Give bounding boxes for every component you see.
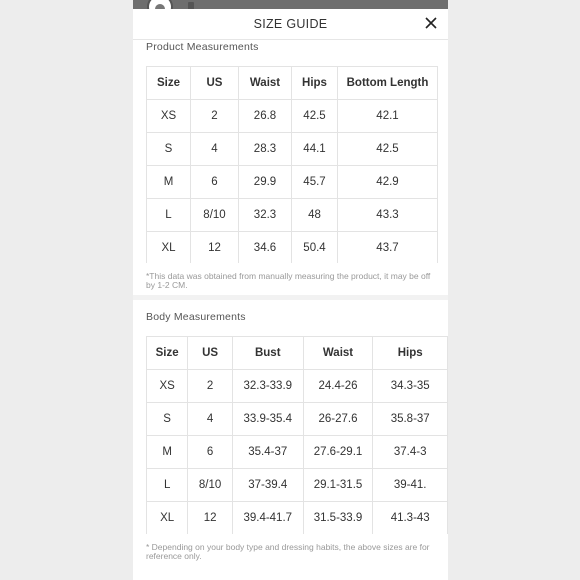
modal-title: SIZE GUIDE: [253, 17, 328, 31]
table-cell: 43.3: [338, 199, 438, 232]
table-cell: 32.3-33.9: [232, 370, 303, 403]
table-cell: 26-27.6: [303, 403, 373, 436]
table-cell: 4: [188, 403, 233, 436]
table-cell: 33.9-35.4: [232, 403, 303, 436]
table-row: [147, 232, 438, 264]
table-cell: XL: [147, 502, 188, 535]
table-cell: 4: [191, 133, 239, 166]
body-measurements-title: Body Measurements: [146, 311, 246, 323]
table-cell: 37-39.4: [232, 469, 303, 502]
table-cell: 28.3: [239, 133, 292, 166]
table-row: [147, 436, 448, 469]
table-cell: XS: [147, 370, 188, 403]
table-cell: 24.4-26: [303, 370, 373, 403]
size-guide-sheet: [133, 0, 448, 580]
table-cell: 32.3: [239, 199, 292, 232]
column-header: Hips: [373, 337, 448, 370]
column-header: Size: [147, 67, 191, 100]
column-header: Bust: [232, 337, 303, 370]
table-cell: 44.1: [292, 133, 338, 166]
table-cell: 35.8-37: [373, 403, 448, 436]
table-header-row: [147, 67, 438, 100]
body-measurements-table: [146, 336, 448, 534]
table-cell: 29.1-31.5: [303, 469, 373, 502]
table-cell: 12: [191, 232, 239, 264]
table-cell: 42.9: [338, 166, 438, 199]
column-header: Hips: [292, 67, 338, 100]
table-cell: 2: [188, 370, 233, 403]
table-row: [147, 100, 438, 133]
column-header: Size: [147, 337, 188, 370]
table-cell: M: [147, 166, 191, 199]
table-row: [147, 469, 448, 502]
column-header: US: [191, 67, 239, 100]
table-cell: 2: [191, 100, 239, 133]
column-header: US: [188, 337, 233, 370]
table-row: [147, 166, 438, 199]
table-cell: 31.5-33.9: [303, 502, 373, 535]
table-cell: 34.3-35: [373, 370, 448, 403]
table-cell: 6: [191, 166, 239, 199]
table-cell: 39.4-41.7: [232, 502, 303, 535]
table-cell: S: [147, 403, 188, 436]
table-cell: 42.5: [292, 100, 338, 133]
table-cell: L: [147, 469, 188, 502]
table-row: [147, 370, 448, 403]
background-page-strip: [133, 0, 448, 9]
section-divider: [133, 295, 448, 300]
table-cell: 41.3-43: [373, 502, 448, 535]
table-cell: 37.4-3: [373, 436, 448, 469]
table-row: [147, 199, 438, 232]
table-cell: 39-41.: [373, 469, 448, 502]
table-cell: 6: [188, 436, 233, 469]
product-measurements-title: Product Measurements: [146, 41, 259, 53]
table-cell: 42.5: [338, 133, 438, 166]
table-cell: 50.4: [292, 232, 338, 264]
table-cell: L: [147, 199, 191, 232]
table-cell: 42.1: [338, 100, 438, 133]
product-measurements-table: [146, 66, 448, 263]
table-row: [147, 502, 448, 535]
table-row: [147, 133, 438, 166]
product-measurements-note: *This data was obtained from manually measuring the product, it may be off by 1-2 CM.: [146, 271, 431, 290]
table-cell: 8/10: [191, 199, 239, 232]
table-cell: 8/10: [188, 469, 233, 502]
body-measurements-note: * Depending on your body type and dressing habits, the above sizes are for reference only.: [146, 542, 430, 561]
table-cell: 45.7: [292, 166, 338, 199]
table-header-row: [147, 337, 448, 370]
modal-header: [133, 9, 448, 40]
table-cell: 27.6-29.1: [303, 436, 373, 469]
table-cell: 12: [188, 502, 233, 535]
table-row: [147, 403, 448, 436]
table-cell: XL: [147, 232, 191, 264]
column-header: Bottom Length: [338, 67, 438, 100]
table-cell: 48: [292, 199, 338, 232]
table-cell: XS: [147, 100, 191, 133]
table-cell: 43.7: [338, 232, 438, 264]
column-header: Waist: [303, 337, 373, 370]
table-cell: 35.4-37: [232, 436, 303, 469]
close-icon[interactable]: [422, 14, 440, 32]
table-cell: 34.6: [239, 232, 292, 264]
table-cell: S: [147, 133, 191, 166]
table-cell: 29.9: [239, 166, 292, 199]
table-cell: 26.8: [239, 100, 292, 133]
table-cell: M: [147, 436, 188, 469]
column-header: Waist: [239, 67, 292, 100]
